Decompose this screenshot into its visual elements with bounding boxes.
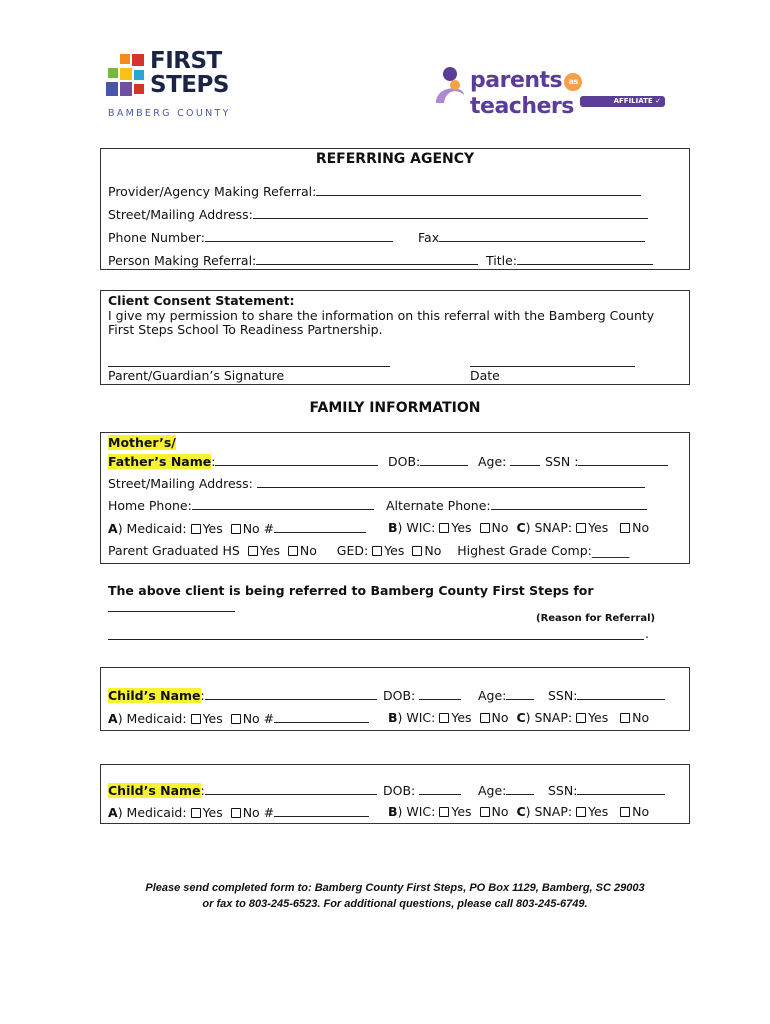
person-row xyxy=(108,252,478,268)
hs-no-checkbox[interactable] xyxy=(288,546,298,556)
family-street-label: Street/Mailing Address: xyxy=(108,476,253,491)
fax-label: Fax xyxy=(418,230,440,245)
family-street-input[interactable] xyxy=(257,475,645,488)
street-label: Street/Mailing Address: xyxy=(108,207,253,222)
person-label: Person Making Referral: xyxy=(108,253,257,268)
first-steps-subtitle: BAMBERG COUNTY xyxy=(108,108,231,119)
referral-reason-long-line[interactable] xyxy=(108,639,644,640)
fax-row xyxy=(418,229,645,245)
child-2-wic-snap: B) WIC: Yes No C) SNAP: Yes No xyxy=(388,804,650,819)
alt-phone-row xyxy=(386,497,647,513)
child-2-snap-yes-checkbox[interactable] xyxy=(576,807,586,817)
child-1-wic-snap: B) WIC: Yes No C) SNAP: Yes No xyxy=(388,710,650,725)
pat-figure-icon xyxy=(430,65,470,105)
child-2-age-row: Age: xyxy=(478,782,534,798)
pat-teachers: teachers xyxy=(470,94,574,119)
child-2-wic-no-checkbox[interactable] xyxy=(480,807,490,817)
referring-agency-title: REFERRING AGENCY xyxy=(315,151,475,167)
family-wic-snap: B) WIC: Yes No C) SNAP: Yes No xyxy=(388,520,650,535)
fathers-name-label: Father’s Name xyxy=(108,454,212,469)
footer-line1: Please send completed form to: Bamberg County First Steps, PO Box 1129, Bamberg, SC 29003 xyxy=(145,882,645,894)
child-2-age-input[interactable] xyxy=(506,782,534,795)
child-2-ssn-row: SSN: xyxy=(548,782,665,798)
child-2-dob-input[interactable] xyxy=(419,782,461,795)
consent-line1: I give my permission to share the information on this referral with the Bamberg County xyxy=(108,308,655,323)
phone-input[interactable] xyxy=(205,229,393,242)
referral-period: . xyxy=(645,626,649,641)
child-1-benefits-row: A) Medicaid: Yes No # xyxy=(108,710,369,726)
child-1-name-input[interactable] xyxy=(205,687,377,700)
child-1-ssn-row: SSN: xyxy=(548,687,665,703)
footer-line2: or fax to 803-245-6523. For additional questions, please call 803-245-6749. xyxy=(202,898,588,910)
street-input[interactable] xyxy=(253,206,648,219)
parent-ssn-row xyxy=(545,453,668,469)
signature-line[interactable] xyxy=(108,366,390,367)
title-row xyxy=(486,252,653,268)
consent-heading: Client Consent Statement: xyxy=(108,293,295,308)
child-2-medicaid-number-input[interactable] xyxy=(274,804,369,817)
child-2-name-label: Child’s Name xyxy=(108,783,201,798)
child-1-age-row: Age: xyxy=(478,687,534,703)
phone-label: Phone Number: xyxy=(108,230,205,245)
referral-statement: The above client is being referred to Bamberg County First Steps for xyxy=(108,583,594,598)
child-1-name-label: Child’s Name xyxy=(108,688,201,703)
person-input[interactable] xyxy=(256,252,478,265)
highest-grade-input[interactable]: ______ xyxy=(591,543,630,558)
child-1-ssn-input[interactable] xyxy=(577,687,665,700)
family-info-title: FAMILY INFORMATION xyxy=(309,400,481,416)
snap-no-checkbox[interactable] xyxy=(620,523,630,533)
provider-row xyxy=(108,183,641,199)
child-1-wic-yes-checkbox[interactable] xyxy=(439,713,449,723)
snap-yes-checkbox[interactable] xyxy=(576,523,586,533)
child-2-snap-no-checkbox[interactable] xyxy=(620,807,630,817)
reason-for-referral-label: (Reason for Referral) xyxy=(536,613,656,624)
provider-label: Provider/Agency Making Referral: xyxy=(108,184,317,199)
signature-label: Parent/Guardian’s Signature xyxy=(108,368,285,383)
pat-as-badge: as xyxy=(564,73,582,91)
mothers-label: Mother’s/ xyxy=(108,435,176,450)
dob-label: DOB: xyxy=(388,454,421,469)
ged-yes-checkbox[interactable] xyxy=(372,546,382,556)
date-label: Date xyxy=(470,368,500,383)
parent-grad-label: Parent Graduated HS xyxy=(108,543,240,558)
hs-yes-checkbox[interactable] xyxy=(248,546,258,556)
child-1-wic-no-checkbox[interactable] xyxy=(480,713,490,723)
home-phone-row xyxy=(108,497,374,513)
first-steps-line1: FIRST xyxy=(150,48,222,74)
parent-name-row: Father’s Name: xyxy=(108,453,378,469)
child-2-name-row: Child’s Name: xyxy=(108,782,377,798)
color-blocks-icon xyxy=(106,54,146,104)
home-phone-label: Home Phone: xyxy=(108,498,192,513)
child-1-dob-row: DOB: xyxy=(383,687,461,703)
child-1-medicaid-no-checkbox[interactable] xyxy=(231,714,241,724)
referral-reason-short-line[interactable] xyxy=(108,611,235,612)
age-label: Age: xyxy=(478,454,507,469)
child-2-wic-yes-checkbox[interactable] xyxy=(439,807,449,817)
title-input[interactable] xyxy=(517,252,653,265)
parent-dob-row xyxy=(388,453,468,469)
first-steps-logo xyxy=(106,48,256,122)
parent-age-row xyxy=(478,453,540,469)
child-1-snap-yes-checkbox[interactable] xyxy=(576,713,586,723)
ged-no-checkbox[interactable] xyxy=(412,546,422,556)
child-2-ssn-input[interactable] xyxy=(577,782,665,795)
child-2-medicaid-yes-checkbox[interactable] xyxy=(191,808,201,818)
child-1-medicaid-number-input[interactable] xyxy=(274,710,369,723)
ssn-label: SSN : xyxy=(545,454,579,469)
wic-yes-checkbox[interactable] xyxy=(439,523,449,533)
street-row xyxy=(108,206,648,222)
child-2-name-input[interactable] xyxy=(205,782,377,795)
medicaid-yes-checkbox[interactable] xyxy=(191,524,201,534)
highest-grade-label: Highest Grade Comp: xyxy=(457,543,592,558)
child-1-dob-input[interactable] xyxy=(419,687,461,700)
ged-label: GED: xyxy=(336,543,369,558)
child-2-medicaid-no-checkbox[interactable] xyxy=(231,808,241,818)
family-street-row xyxy=(108,475,645,491)
alt-phone-input[interactable] xyxy=(491,497,647,510)
family-benefits-row: A) Medicaid: Yes No # xyxy=(108,520,366,536)
child-2-dob-row: DOB: xyxy=(383,782,461,798)
parent-age-input[interactable] xyxy=(510,453,540,466)
date-line[interactable] xyxy=(470,366,635,367)
education-row: Parent Graduated HS Yes No GED: Yes No Highest Grade Comp:______ xyxy=(108,543,630,558)
parent-name-input[interactable] xyxy=(215,453,378,466)
phone-row xyxy=(108,229,393,245)
parent-ssn-input[interactable] xyxy=(578,453,668,466)
first-steps-line2: STEPS xyxy=(150,72,229,98)
fax-input[interactable] xyxy=(439,229,645,242)
parent-dob-input[interactable] xyxy=(420,453,468,466)
parents-as-teachers-logo xyxy=(430,62,675,119)
child-1-age-input[interactable] xyxy=(506,687,534,700)
pat-parents: parents xyxy=(470,68,563,93)
medicaid-number-input[interactable] xyxy=(274,520,366,533)
pat-affiliate-badge: AFFILIATE ✓ xyxy=(580,96,665,107)
title-label: Title: xyxy=(486,253,517,268)
consent-line2: First Steps School To Readiness Partnership. xyxy=(108,322,383,337)
child-1-snap-no-checkbox[interactable] xyxy=(620,713,630,723)
provider-input[interactable] xyxy=(316,183,641,196)
medicaid-no-checkbox[interactable] xyxy=(231,524,241,534)
child-2-benefits-row: A) Medicaid: Yes No # xyxy=(108,804,369,820)
home-phone-input[interactable] xyxy=(192,497,374,510)
wic-no-checkbox[interactable] xyxy=(480,523,490,533)
child-1-medicaid-yes-checkbox[interactable] xyxy=(191,714,201,724)
child-1-name-row: Child’s Name: xyxy=(108,687,377,703)
alt-phone-label: Alternate Phone: xyxy=(386,498,491,513)
